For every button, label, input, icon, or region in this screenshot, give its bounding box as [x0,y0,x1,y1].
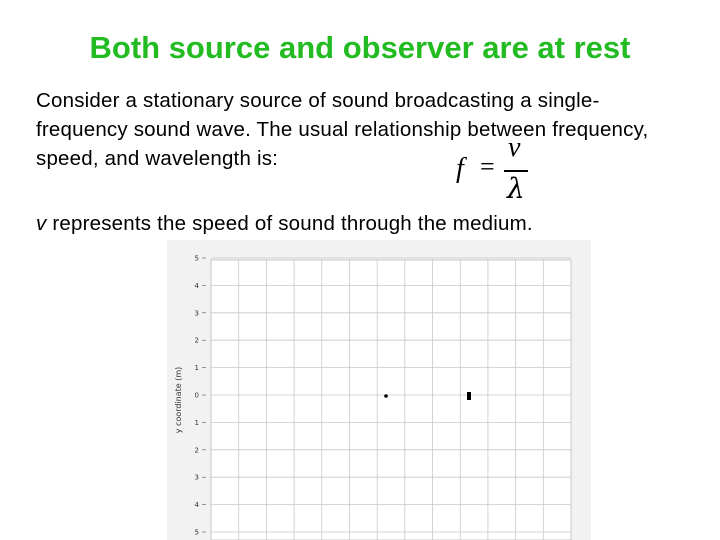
source-marker [384,394,388,398]
formula-frequency: f [456,153,464,184]
y-tick-label: 1 [194,418,199,427]
formula-equals: = [480,152,495,181]
formula-speed: v [508,132,521,163]
formula-wavelength: λ [507,172,525,205]
intro-paragraph: Consider a stationary source of sound broadcasting a single-frequency sound wave. The usual relationship between frequency, speed, and wavelength is: [36,89,649,170]
y-tick-label: 3 [194,309,199,318]
y-tick-label: 4 [194,281,199,290]
doppler-plot [167,240,591,540]
speed-variable: v [36,212,47,235]
y-tick-label: 1 [194,364,199,373]
y-tick-label: 5 [194,254,199,263]
y-tick-label: 5 [194,528,199,537]
y-tick-label: 4 [194,501,199,510]
y-axis-label: y coordinate (m) [174,366,183,434]
y-tick-label: 2 [194,446,199,455]
speed-description-text: represents the speed of sound through the medium. [46,212,533,235]
frequency-formula [456,132,536,205]
y-tick-label: 2 [194,336,199,345]
y-tick-label: 3 [194,473,199,482]
observer-marker [467,392,471,400]
speed-description [36,212,533,236]
plot-area [211,260,571,540]
y-tick-label: 0 [194,391,199,400]
plot-canvas [167,240,591,540]
slide-title: Both source and observer are at rest [89,30,631,65]
